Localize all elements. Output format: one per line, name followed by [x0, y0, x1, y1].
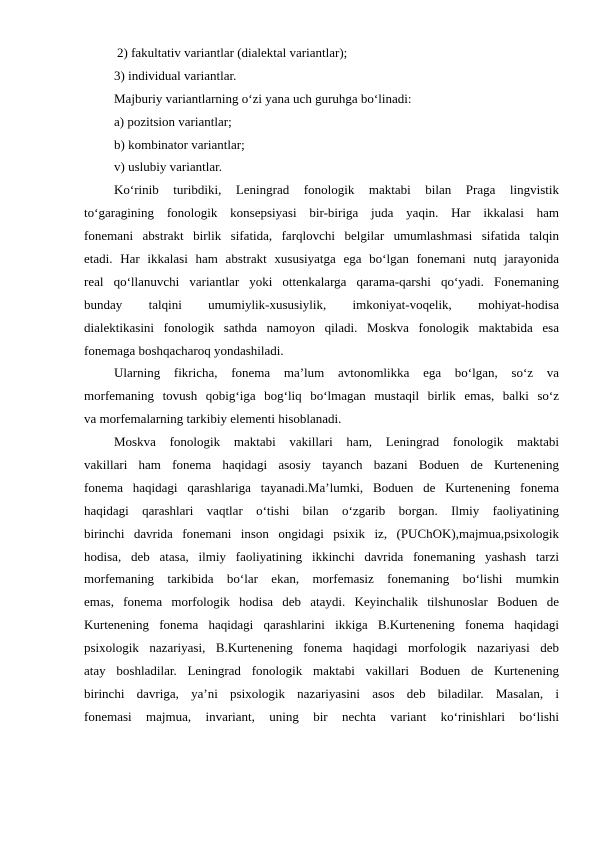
text-line: bunday talqini umumiylik-xususiylik, imkoniyat-voqelik, mohiyat-hodisa [84, 296, 559, 312]
text-line: 3) individual variantlar. [114, 67, 237, 83]
text-line: fonemasi majmua, invariant, uning bir nechta variant ko‘rinishlari bo‘lishi [84, 708, 559, 724]
text-line: psixologik nazariyasi, B.Kurtenening fonema haqidagi morfologik nazariyasi deb [84, 640, 559, 656]
text-line: fonema haqidagi qarashlariga tayanadi.Ma’lumki, Boduen de Kurtenening fonema [84, 479, 559, 495]
text-line: birinchi davrida fonemani inson ongidagi psixik iz, (PUChOK),majmua,psixologik [84, 525, 559, 541]
text-line: morfemaning tarkibida bo‘lar ekan, morfemasiz fonemaning bo‘lishi mumkin [84, 571, 559, 587]
text-line: v) uslubiy variantlar. [114, 159, 222, 175]
text-line: fonemaga boshqacharoq yondashiladi. [84, 342, 284, 358]
text-line: emas, fonema morfologik hodisa deb ataydi. Keyinchalik tilshunoslar Boduen de [84, 594, 559, 610]
text-line: 2) fakultativ variantlar (dialektal variantlar); [117, 45, 348, 60]
text-line: b) kombinator variantlar; [114, 136, 245, 152]
text-line: to‘garagining fonologik konsepsiyasi bir-biriga juda yaqin. Har ikkalasi ham [84, 205, 559, 221]
text-line: dialektikasini fonologik sathda namoyon qiladi. Moskva fonologik maktabida esa [84, 319, 559, 335]
text-line: real qo‘llanuvchi variantlar yoki ottenkalarga qarama-qarshi qo‘yadi. Fonemaning [84, 273, 559, 289]
text-line: Ularning fikricha, fonema ma’lum avtonomlikka ega bo‘lgan, so‘z va [114, 365, 559, 381]
text-line: fonemani abstrakt birlik sifatida, farqlovchi belgilar umumlashmasi sifatida talqin [84, 228, 559, 244]
document-body [84, 42, 559, 729]
text-line: a) pozitsion variantlar; [114, 113, 232, 129]
text-line: Majburiy variantlarning o‘zi yana uch guruhga bo‘linadi: [114, 90, 412, 106]
text-line: vakillari ham fonema haqidagi asosiy tayanch bazani Boduen de Kurtenening [84, 457, 559, 473]
text-line: etadi. Har ikkalasi ham abstrakt xususiyatga ega bo‘lgan fonemani nutq jarayonida [84, 251, 559, 267]
text-line: haqidagi qarashlari vaqtlar o‘tishi bilan o‘zgarib borgan. Ilmiy faoliyatining [84, 502, 559, 518]
text-line: hodisa, deb atasa, ilmiy faoliyatining ikkinchi davrida fonemaning yashash tarzi [84, 548, 559, 564]
text-line: morfemaning tovush qobig‘iga bog‘liq bo‘lmagan mustaqil birlik emas, balki so‘z [84, 388, 559, 404]
text-line: atay boshladilar. Leningrad fonologik maktabi vakillari Boduen de Kurtenening [84, 663, 559, 679]
text-line: Ko‘rinib turibdiki, Leningrad fonologik maktabi bilan Praga lingvistik [114, 182, 559, 198]
text-line: Moskva fonologik maktabi vakillari ham, Leningrad fonologik maktabi [114, 434, 559, 450]
text-line: va morfemalarning tarkibiy elementi hisoblanadi. [84, 411, 342, 427]
text-line: birinchi davriga, ya’ni psixologik nazariyasini asos deb biladilar. Masalan, i [84, 685, 559, 701]
text-line: Kurtenening fonema haqidagi qarashlarini ikkiga B.Kurtenening fonema haqidagi [84, 617, 559, 633]
